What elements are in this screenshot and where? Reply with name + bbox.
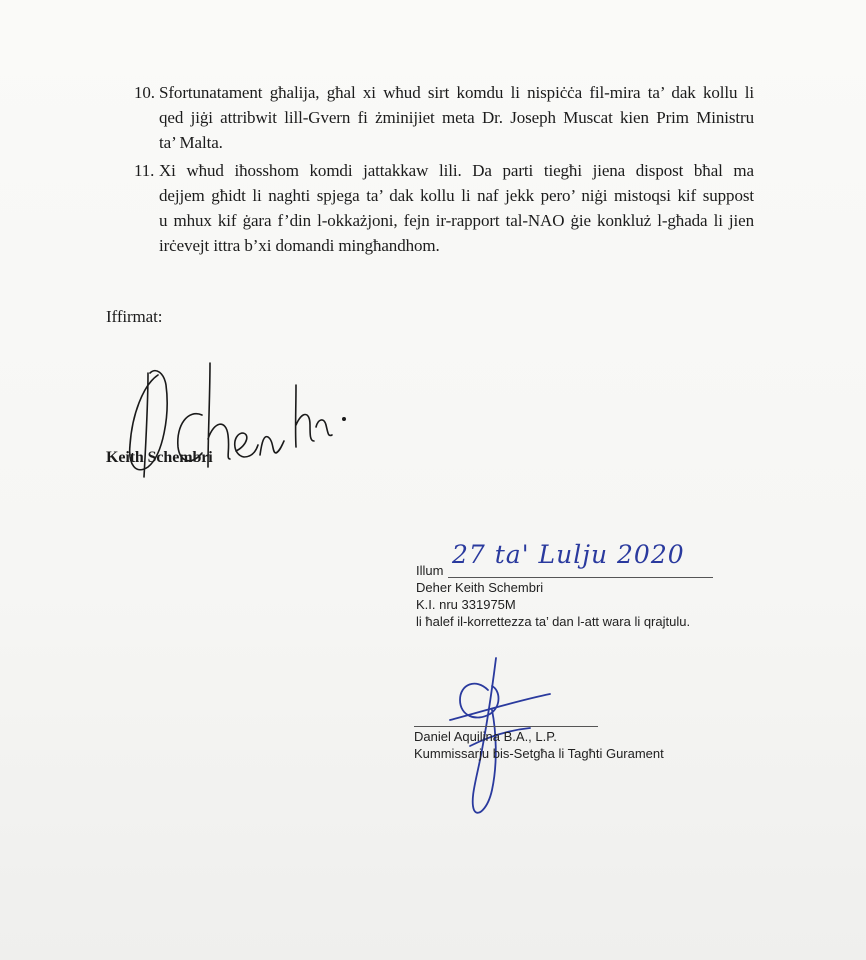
commissioner-signature-line <box>414 726 598 727</box>
handwritten-date: 27 ta' Lulju 2020 <box>452 540 685 569</box>
today-label: Illum <box>416 563 444 578</box>
paragraph-line: Sfortunatament għalija, għal xi wħud sirt komdu li nispiċċa fil-mira ta’ dak kollu li <box>159 83 754 102</box>
commissioner-title: Kummissarju bis-Setgħa li Tagħti Gurament <box>414 746 664 761</box>
paragraph-line: u mhux kif ġara f’din l-okkażjoni, fejn ir-rapport tal-NAO ġie konkluż l-għada li jien <box>159 211 754 230</box>
paragraph-11 <box>134 158 754 258</box>
signer-name: Keith Schembri <box>106 449 213 466</box>
commissioner-block <box>414 728 734 762</box>
declaration-line: K.I. nru 331975M <box>416 597 516 612</box>
paragraph-line: irċevejt ittra b’xi domandi mingħandhom. <box>159 236 440 255</box>
signed-label: Iffirmat: <box>106 307 163 326</box>
paragraph-line: Xi wħud iħosshom komdi jattakkaw lili. Da parti tiegħi jiena dispost bħal ma <box>159 161 754 180</box>
date-underline <box>448 577 713 578</box>
declaration-line: li ħalef il-korrettezza ta’ dan l-att wara li qrajtulu. <box>416 614 691 629</box>
paragraph-line: ta’ Malta. <box>159 133 223 152</box>
paragraph-line: dejjem għidt li naghti spjega ta’ dak kollu li naf jekk pero’ niġi mistoqsi kif suppost <box>159 186 754 205</box>
paragraph-number: 10. <box>134 83 155 102</box>
paragraph-10 <box>134 80 754 155</box>
declaration-line: Deher Keith Schembri <box>416 580 544 595</box>
paragraph-number: 11. <box>134 161 155 180</box>
declaration-block <box>416 562 736 630</box>
paragraph-line: qed jiġi attribwit lill-Gvern fi żminijiet meta Dr. Joseph Muscat kien Prim Ministru <box>159 108 754 127</box>
commissioner-name: Daniel Aquilina B.A., L.P. <box>414 729 557 744</box>
